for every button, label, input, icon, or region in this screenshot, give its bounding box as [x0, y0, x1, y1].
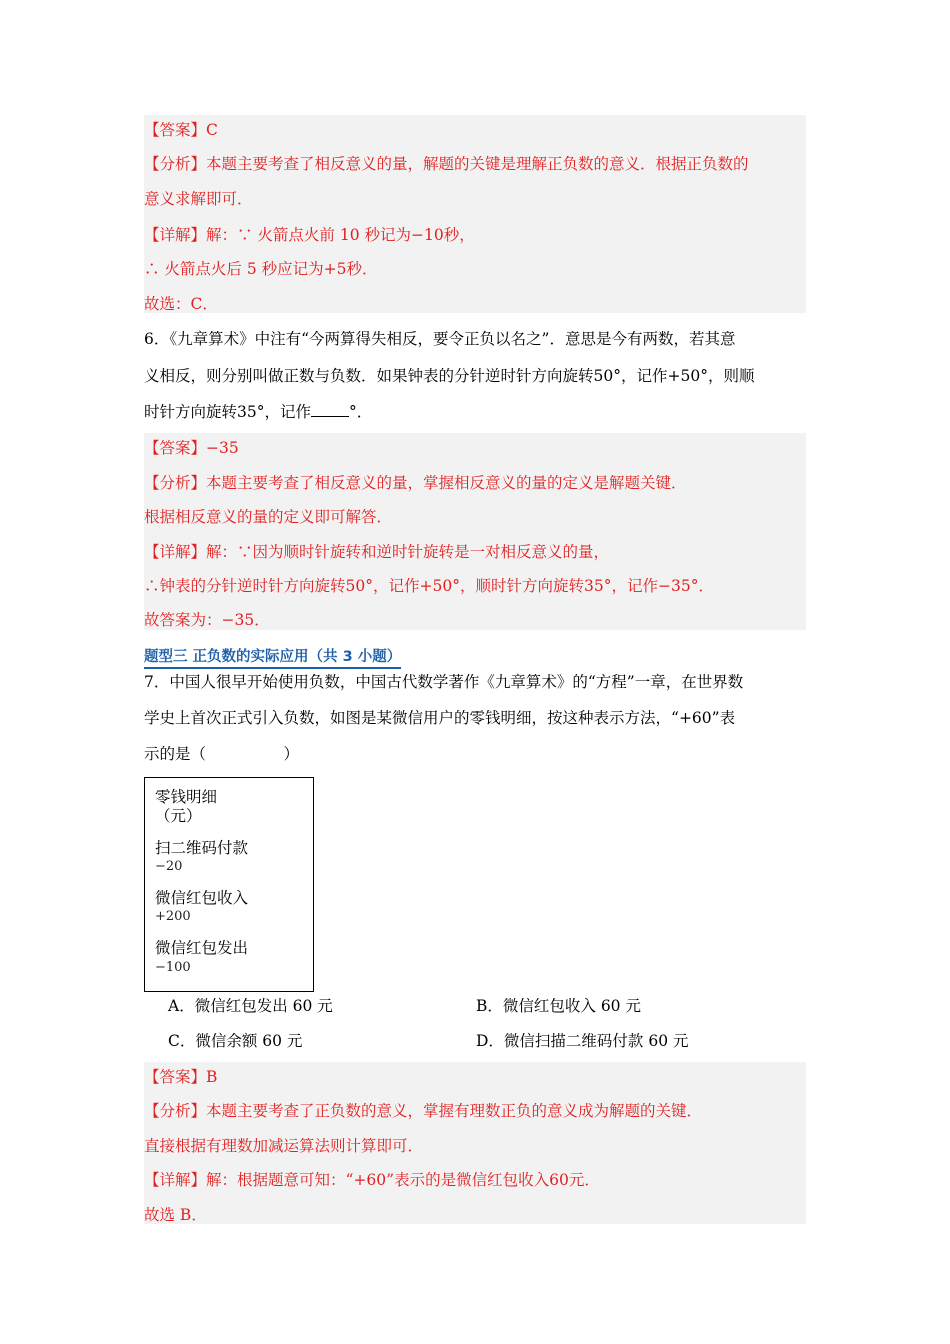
q5-detail-line-2: ∴ 火箭点火后 5 秒应记为+5秒． [144, 260, 378, 278]
q5-analysis-line-1: 【分析】本题主要考查了相反意义的量，解题的关键是理解正负数的意义．根据正负数的 [144, 155, 749, 173]
option-a: A．微信红包发出 60 元 [168, 997, 333, 1015]
q6-line-3: 时针方向旋转35°，记作 °． [144, 403, 373, 421]
answer-blank [311, 402, 349, 417]
wallet-item-2: 微信红包收入 [155, 889, 249, 907]
math-neg-10: −10 [411, 226, 444, 244]
wallet-unit: （元） [155, 807, 202, 825]
wallet-item-1: 扫二维码付款 [155, 839, 249, 857]
wallet-value-1: −20 [155, 859, 183, 874]
q6-detail-line-1: 【详解】解：∵因为顺时针旋转和逆时针旋转是一对相反意义的量， [144, 543, 610, 561]
q7-line-1: 7．中国人很早开始使用负数，中国古代数学著作《九章算术》的“方程”一章，在世界数 [144, 673, 744, 691]
q6-conclusion: 故答案为：−35． [144, 611, 270, 629]
q6-line-2: 义相反，则分别叫做正数与负数．如果钟表的分针逆时针方向旋转50°，记作+50°，则顺 [144, 367, 755, 385]
option-c: C．微信余额 60 元 [168, 1032, 303, 1050]
q7-line-3: 示的是（ ） [144, 745, 300, 763]
wallet-item-3: 微信红包发出 [155, 939, 249, 957]
option-b: B．微信红包收入 60 元 [476, 997, 641, 1015]
q6-line-1: 6．《九章算术》中注有“今两算得失相反，要令正负以名之”．意思是今有两数，若其意 [144, 330, 736, 348]
math-pos-5: +5 [323, 260, 347, 278]
option-d: D．微信扫描二维码付款 60 元 [476, 1032, 689, 1050]
wallet-detail-figure [144, 777, 314, 992]
q7-conclusion: 故选 B． [144, 1206, 207, 1224]
wallet-value-3: −100 [155, 960, 191, 975]
q7-analysis-line-2: 直接根据有理数加减运算法则计算即可． [144, 1137, 424, 1155]
q7-analysis-line-1: 【分析】本题主要考查了正负数的意义，掌握有理数正负的意义成为解题的关键． [144, 1102, 703, 1120]
section-title: 题型三 正负数的实际应用（共 3 小题） [144, 645, 401, 669]
q5-analysis-line-2: 意义求解即可． [144, 190, 253, 208]
q6-analysis-line-1: 【分析】本题主要考查了相反意义的量，掌握相反意义的量的定义是解题关键． [144, 474, 687, 492]
q5-detail-line-1: 【详解】解：∵ 火箭点火前 10 秒记为−10秒， [144, 226, 475, 244]
q5-answer-block [144, 115, 806, 313]
q7-answer: 【答案】B [144, 1068, 218, 1086]
q6-answer: 【答案】−35 [144, 439, 239, 457]
wallet-title: 零钱明细 [155, 788, 218, 806]
q6-detail-line-2: ∴钟表的分针逆时针方向旋转50°，记作+50°，顺时针方向旋转35°，记作−35°． [144, 577, 714, 595]
q7-line-2: 学史上首次正式引入负数，如图是某微信用户的零钱明细，按这种表示方法，“+60”表 [144, 709, 736, 727]
q5-conclusion: 故选：C． [144, 295, 218, 313]
q5-answer: 【答案】C [144, 121, 218, 139]
wallet-value-2: +200 [155, 909, 191, 924]
q6-answer-block [144, 433, 806, 630]
q6-analysis-line-2: 根据相反意义的量的定义即可解答． [144, 508, 393, 526]
q7-detail: 【详解】解：根据题意可知：“+60”表示的是微信红包收入60元． [144, 1171, 600, 1189]
